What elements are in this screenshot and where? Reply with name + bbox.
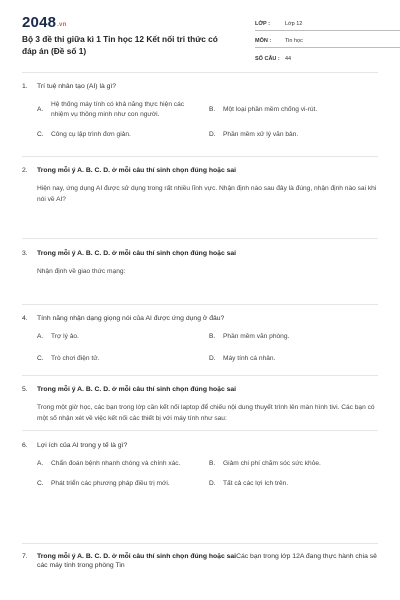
class-row [255,14,400,31]
question-6 [22,441,378,489]
subject-row [255,31,400,48]
answer-options [37,332,378,364]
question-text: Trong mỗi ý A. B. C. D. ở mỗi câu thí sinh chọn đúng hoặc sai [37,250,237,257]
subject-value: Tin học [285,38,303,44]
question-count-row [255,48,400,65]
option-b[interactable]: B. Một loại phần mềm chống vi-rút. [209,106,318,113]
question-7 [22,552,378,570]
option-d[interactable]: D. Tất cả các lợi ích trên. [209,480,289,487]
divider [22,375,378,376]
divider [22,430,378,431]
option-a[interactable]: A. Chẩn đoán bệnh nhanh chóng và chính xác. [37,460,181,467]
question-context: Các bạn trong lớp 12A đang thực hành chia sẻ các máy tính trong phòng Tin [37,553,377,569]
question-number: 5. [22,386,28,393]
question-count-label: SỐ CÂU : [255,56,280,62]
divider [22,156,378,157]
answer-options [37,459,378,489]
subject-label: MÔN : [255,38,272,44]
question-4 [22,314,378,364]
option-a[interactable]: A. Hệ thống máy tính có khả năng thực hiện các nhiệm vụ thông minh như con người. [37,101,185,118]
class-value: Lớp 12 [285,21,303,27]
question-2 [22,166,378,205]
option-b[interactable]: B. Giảm chi phí chăm sóc sức khỏe. [209,460,321,467]
question-number: 6. [22,442,28,449]
question-instruction: Trong mỗi ý A. B. C. D. ở mỗi câu thí sinh chọn đúng hoặc sai [37,553,237,560]
question-body: Nhận định về giao thức mạng: [37,268,126,275]
question-text: Trong mỗi ý A. B. C. D. ở mỗi câu thí sinh chọn đúng hoặc sai [37,167,237,174]
divider [22,304,378,305]
option-d[interactable]: D. Phần mềm xử lý văn bản. [209,131,299,138]
option-c[interactable]: C. Phát triển các phương pháp điều trị mới. [37,480,170,487]
exam-info-box [255,14,400,65]
question-number: 1. [22,83,28,90]
option-a[interactable]: A. Trợ lý ảo. [37,333,79,340]
question-text: Trí tuệ nhân tạo (AI) là gì? [37,83,117,90]
document-header [22,12,378,78]
question-number: 4. [22,315,28,322]
question-number: 3. [22,250,28,257]
page-title: Bộ 3 đề thi giữa kì 1 Tin học 12 Kết nối tri thức có đáp án (Đề số 1) [22,34,218,56]
option-d[interactable]: D. Máy tính cá nhân. [209,355,276,362]
question-number: 7. [22,553,28,560]
divider [22,543,378,544]
option-b[interactable]: B. Phần mềm văn phòng. [209,333,290,340]
question-body: Trong một giờ học, các bạn trong lớp cần kết nối laptop để chiếu nội dung thuyết trình lên màn hình tivi. Các bạn có một số nhận xét về việc kết nối các thiết bị với máy tính như sau: [37,404,375,422]
question-body: Hiện nay, ứng dụng AI được sử dụng trong rất nhiều lĩnh vực. Nhận định nào sau đây là đúng, nhận định nào sai khi nói về AI? [37,185,377,203]
question-number: 2. [22,167,28,174]
option-c[interactable]: C. Công cụ lập trình đơn giản. [37,131,131,138]
site-logo[interactable]: 2048.vn [22,14,67,31]
question-text: Lợi ích của AI trong y tế là gì? [37,442,128,449]
question-text [37,552,378,570]
class-label: LỚP : [255,21,270,27]
question-count-value: 44 [285,56,292,62]
divider [22,238,378,239]
question-3 [22,249,378,278]
question-text: Trong mỗi ý A. B. C. D. ở mỗi câu thí sinh chọn đúng hoặc sai [37,386,237,393]
question-5 [22,385,378,424]
answer-options [37,100,378,140]
divider [22,72,378,73]
question-1 [22,82,378,140]
option-c[interactable]: C. Trò chơi điện tử. [37,355,100,362]
question-text: Tính năng nhận dạng giọng nói của AI được ứng dụng ở đâu? [37,315,225,322]
